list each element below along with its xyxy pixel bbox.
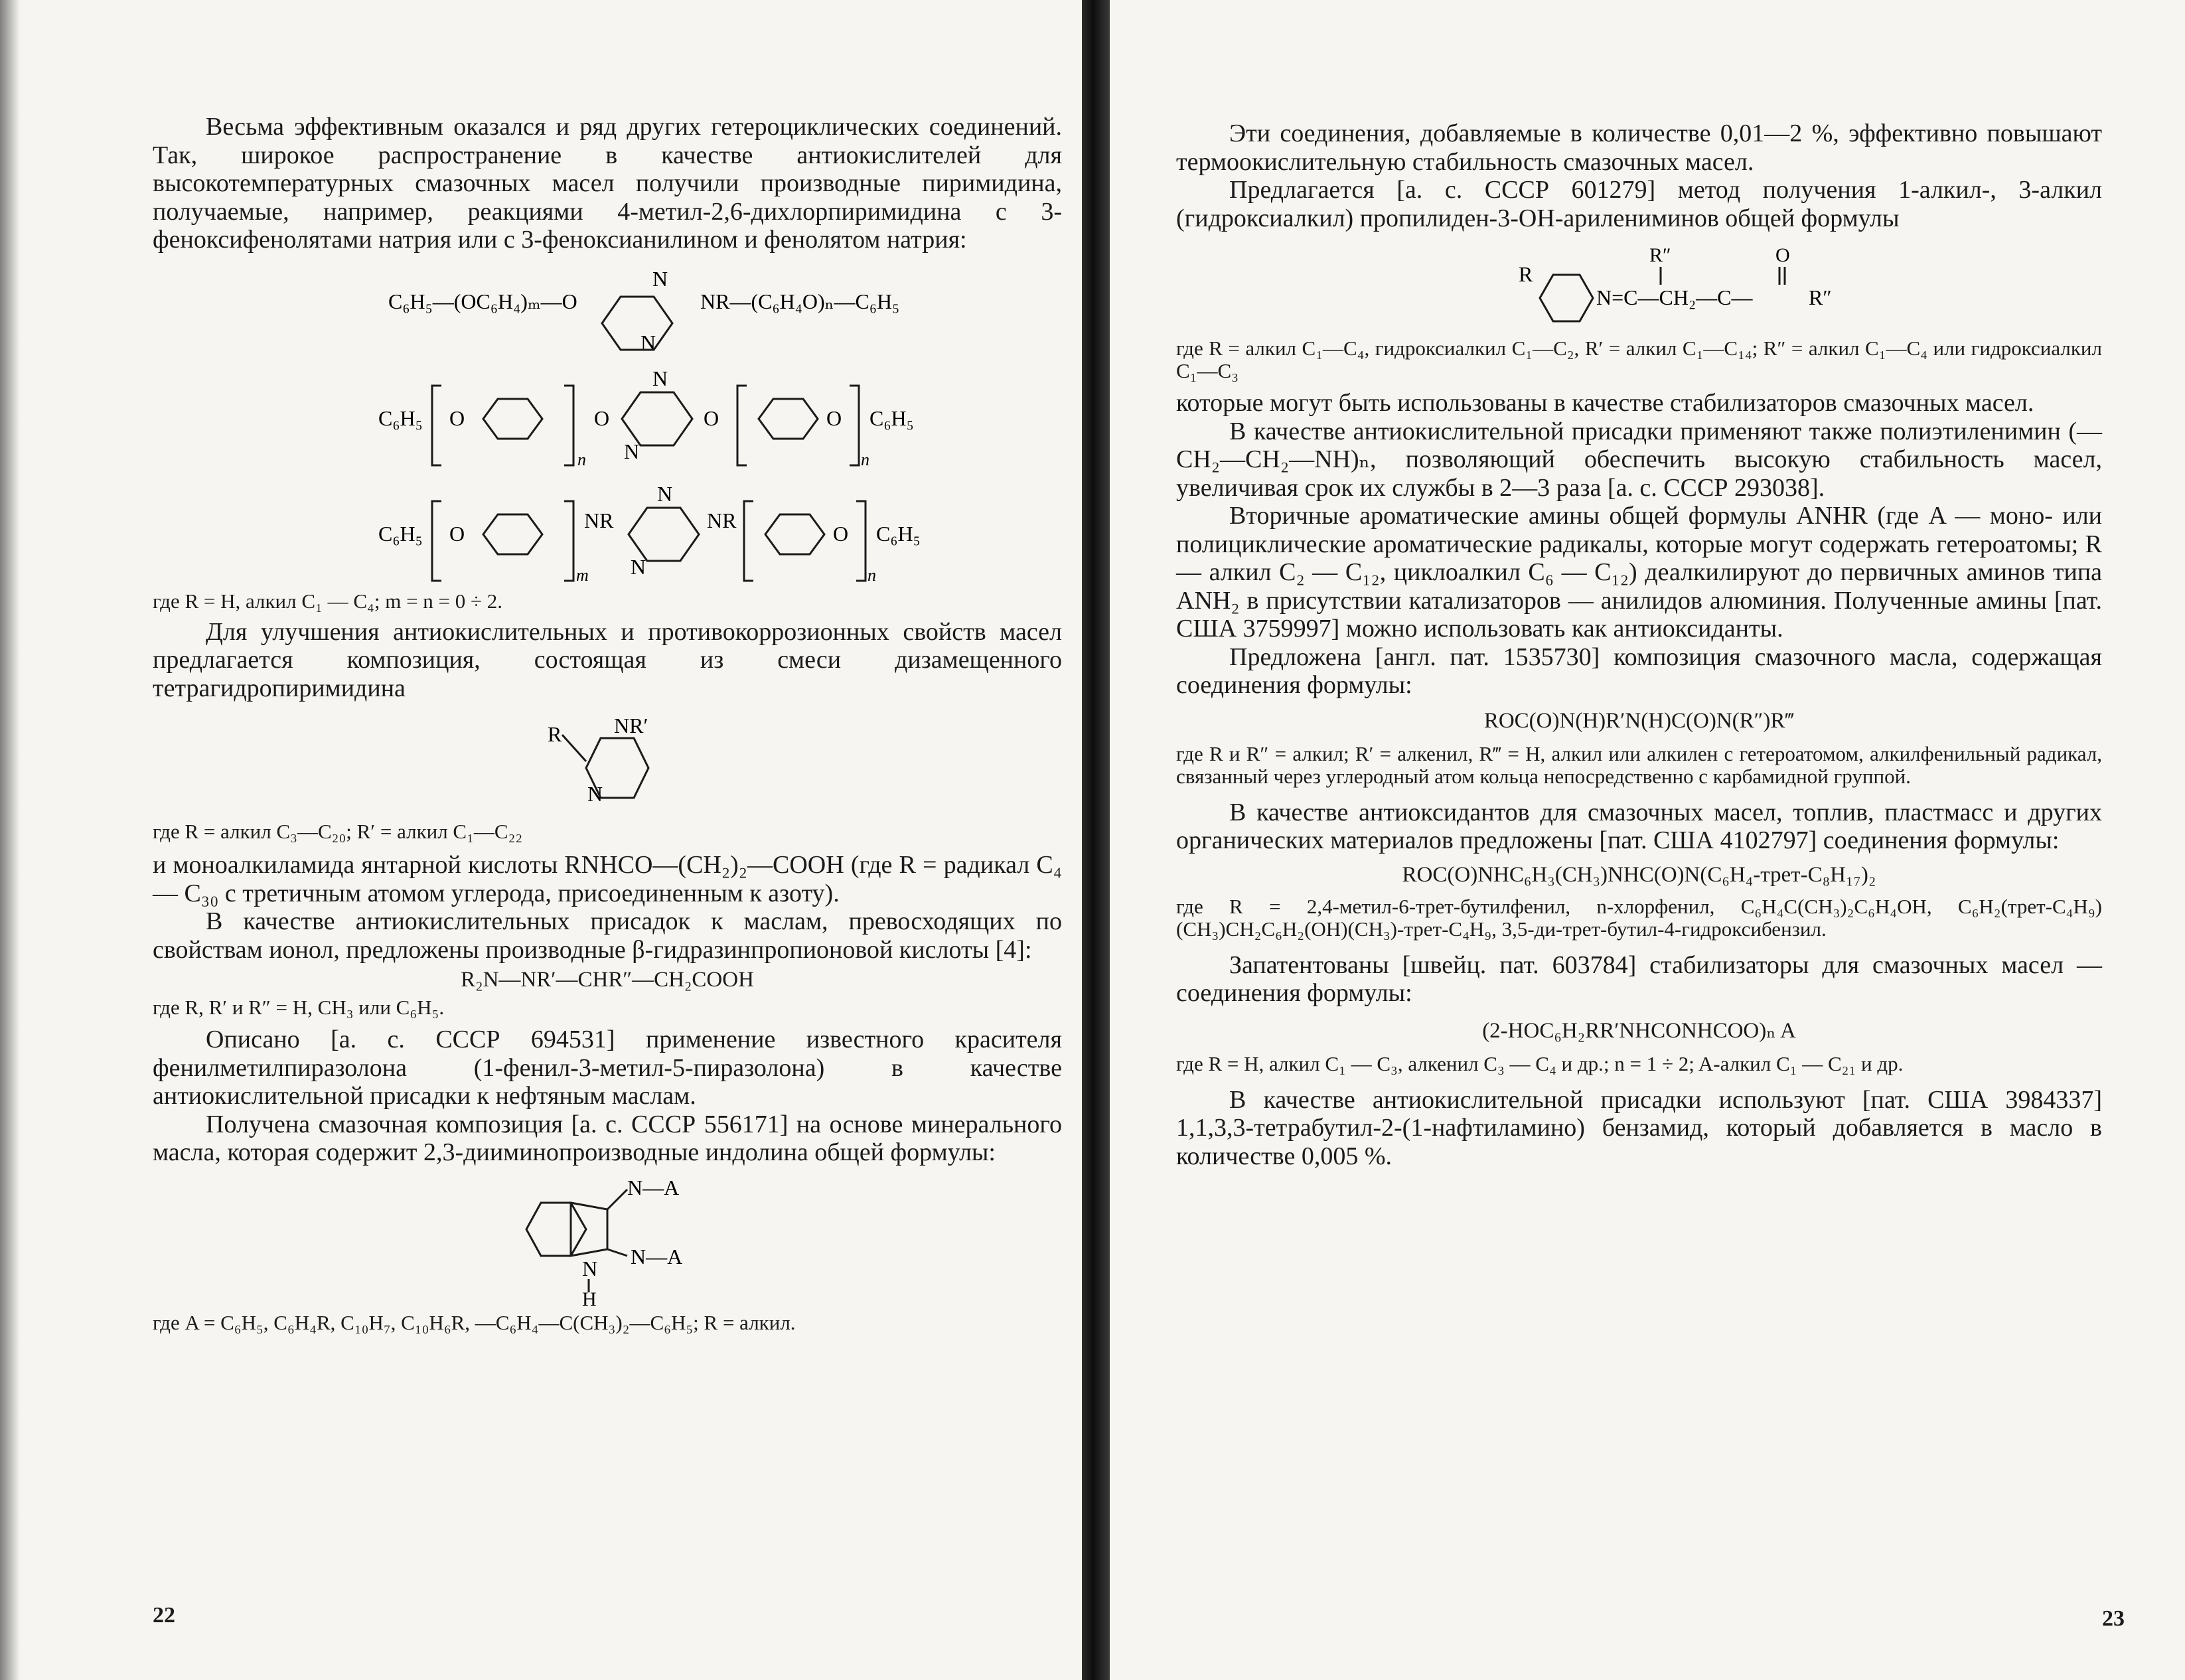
formula-legend: где A = C₆H₅, C₆H₄R, C₁₀H₇, C₁₀H₆R, —C₆H₄—C(CH₃)₂—C₆H₅; R = алкил. (153, 1310, 796, 1334)
svg-text:N: N (582, 1256, 598, 1280)
svg-text:N: N (587, 782, 603, 806)
paragraph: Предложена [англ. пат. 1535730] композиция смазочного масла, содержащая соединения формулы: (1176, 643, 2102, 699)
pyrimidine-structure-2 (242, 359, 972, 472)
svg-text:m: m (576, 565, 589, 585)
svg-text:C₆H₅: C₆H₅ (378, 521, 423, 546)
paragraph: которые могут быть использованы в качестве стабилизаторов смазочных масел. (1176, 389, 2034, 417)
paragraph: В качестве антиокислительной присадки используют [пат. США 3984337] 1,1,3,3-тетрабутил-2-(1-нафтиламино) бензамид, который добавляется в масло в количестве 0,005 %. (1176, 1085, 2102, 1170)
svg-text:C₆H₅—(OC₆H₄)ₘ—O: C₆H₅—(OC₆H₄)ₘ—O (388, 289, 577, 313)
right-text-column (1176, 119, 2102, 1170)
formula-legend: где R, R′ и R″ = H, CH₃ или C₆H₅. (153, 996, 445, 1019)
svg-text:NR: NR (584, 508, 614, 532)
formula-legend: где R = H, алкил C₁ — C₃, алкенил C₃ — C₄ и др.; n = 1 ÷ 2; A-алкил C₁ — C₂₁ и др. (1176, 1051, 1904, 1075)
page-number: 22 (153, 1603, 175, 1628)
paragraph: Предлагается [а. с. СССР 601279] метод получения 1-алкил-, 3-алкил (гидроксиалкил) пропилиден-3-OH-арилениминов общей формулы (1176, 176, 2102, 232)
pyrimidine-structure-1 (242, 257, 972, 356)
svg-text:N: N (652, 266, 668, 291)
formula-legend: где R и R″ = алкил; R′ = алкенил, R‴ = H, алкил или алкилен с гетероатомом, алкилфенильный радикал, связанный через углеродный атом кольца непосредственно с карбамидной группой. (1176, 741, 2102, 788)
formula-legend: где R = алкил C₃—C₂₀; R′ = алкил C₁—C₂₂ (153, 820, 523, 843)
paragraph: В качестве антиокислительных присадок к маслам, превосходящих по свойствам ионол, предложены производные β-гидразинпропионовой кислоты [4]: (153, 907, 1062, 964)
formula: R₂N—NR′—CHR″—CH₂COOH (461, 968, 754, 992)
arylenimine-structure (1341, 235, 1938, 335)
svg-text:n: n (577, 449, 586, 469)
svg-text:N: N (640, 330, 656, 354)
svg-text:O: O (826, 406, 842, 430)
left-text-column (153, 113, 1062, 1334)
svg-text:R″: R″ (1808, 285, 1832, 309)
svg-text:NR: NR (707, 508, 737, 532)
svg-text:R: R (548, 722, 562, 746)
svg-text:O: O (594, 406, 610, 430)
svg-text:N—A: N—A (627, 1175, 680, 1199)
svg-text:O: O (449, 406, 465, 430)
svg-text:O: O (449, 521, 465, 546)
left-page (0, 0, 1082, 1680)
svg-text:N: N (657, 481, 673, 506)
paragraph: и моноалкиламида янтарной кислоты RNHCO—(CH₂)₂—COOH (где R = радикал C₄ — C₃₀ с третичным атомом углерода, присоединенным к азоту). (153, 851, 1062, 907)
svg-text:C₆H₅: C₆H₅ (876, 521, 921, 546)
formula-legend: где R = 2,4-метил-6-трет-бутилфенил, n-хлорфенил, C₆H₄C(CH₃)₂C₆H₄OH, C₆H₂(трет-C₄H₉)(CH₃)CH₂C₆H₂(OH)(CH₃)-трет-C₄H₉, 3,5-ди-трет-бутил-4-гидроксибензил. (1176, 894, 2102, 941)
paragraph: Запатентованы [швейц. пат. 603784] стабилизаторы для смазочных масел — соединения формулы: (1176, 951, 2102, 1007)
svg-text:NR′: NR′ (614, 714, 648, 737)
svg-text:N—A: N—A (631, 1244, 683, 1268)
paragraph: Для улучшения антиокислительных и противокоррозионных свойств масел предлагается композиция, состоящая из смеси дизамещенного тетрагидропиримидина (153, 617, 1062, 702)
page-edge-shadow (0, 0, 20, 1680)
svg-text:N: N (624, 439, 640, 463)
formula: (2-HOC₆H₂RR′NHCONHCOO)ₙ A (1482, 1018, 1796, 1043)
page-number: 23 (2102, 1606, 2125, 1631)
svg-text:O: O (1775, 244, 1790, 266)
svg-text:O: O (704, 406, 719, 430)
formula: ROC(O)N(H)R′N(H)C(O)N(R″)R‴ (1483, 708, 1795, 733)
svg-text:R″: R″ (1649, 244, 1671, 266)
paragraph: Эти соединения, добавляемые в количестве 0,01—2 %, эффективно повышают термоокислительную стабильность смазочных масел. (1176, 119, 2102, 176)
indoline-structure (408, 1170, 806, 1309)
svg-text:R: R (1518, 262, 1533, 286)
formula: ROC(O)NHC₆H₃(CH₃)NHC(O)N(C₆H₄-трет-C₈H₁₇)₂ (1402, 862, 1876, 887)
svg-text:n: n (861, 449, 869, 469)
tetrahydropyrimidine-structure (475, 705, 740, 818)
svg-text:NR—(C₆H₄O)ₙ—C₆H₅: NR—(C₆H₄O)ₙ—C₆H₅ (700, 289, 900, 313)
svg-text:N=C—CH₂—C—: N=C—CH₂—C— (1596, 285, 1752, 309)
svg-text:C₆H₅: C₆H₅ (869, 406, 914, 430)
svg-text:H: H (582, 1288, 597, 1309)
paragraph: В качестве антиокислительной присадки применяют также полиэтиленимин (—CH₂—CH₂—NH)ₙ, позволяющий обеспечить высокую стабильность масел, увеличивая срок их службы в 2—3 раза [а. с. СССР 293038]. (1176, 417, 2102, 502)
svg-text:N: N (652, 366, 668, 390)
formula-legend: где R = H, алкил C₁ — C₄; m = n = 0 ÷ 2. (153, 589, 503, 613)
paragraph: Вторичные ароматические амины общей формулы ANHR (где A — моно- или полициклические ароматические радикалы, которые могут содержать гетероатомы; R — алкил C₂ — C₁₂, циклоалкил C₆ — C₁₂) деалкилируют до первичных аминов типа ANH₂ в присутствии катализаторов — анилидов алюминия. Полученные амины [пат. США 3759997] можно использовать как антиоксиданты. (1176, 502, 2102, 643)
svg-text:O: O (833, 521, 849, 546)
pyrimidine-structure-3 (242, 475, 972, 587)
svg-text:n: n (867, 565, 876, 585)
paragraph: В качестве антиоксидантов для смазочных масел, топлив, пластмасс и других органических материалов предложены [пат. США 4102797] соединения формулы: (1176, 798, 2102, 854)
paragraph: Получена смазочная композиция [а. с. СССР 556171] на основе минерального масла, которая содержит 2,3-дииминопроизводные индолина общей формулы: (153, 1110, 1062, 1166)
right-page (1110, 0, 2185, 1680)
svg-text:C₆H₅: C₆H₅ (378, 406, 423, 430)
paragraph: Весьма эффективным оказался и ряд других гетероциклических соединений. Так, широкое распространение в качестве антиокислителей для высокотемпературных смазочных масел получили производные пиримидина, получаемые, например, реакциями 4-метил-2,6-дихлорпиримидина с 3-феноксифенолятами натрия или с 3-феноксианилином и фенолятом натрия: (153, 113, 1062, 254)
book-spine (1082, 0, 1110, 1680)
paragraph: Описано [а. с. СССР 694531] применение известного красителя фенилметилпиразолона (1-фенил-3-метил-5-пиразолона) в качестве антиокислительной присадки к нефтяным маслам. (153, 1026, 1062, 1110)
svg-text:N: N (631, 554, 646, 579)
formula-legend: где R = алкил C₁—C₄, гидроксиалкил C₁—C₂, R′ = алкил C₁—C₁₄; R″ = алкил C₁—C₄ или гидроксиалкил C₁—C₃ (1176, 337, 2102, 382)
